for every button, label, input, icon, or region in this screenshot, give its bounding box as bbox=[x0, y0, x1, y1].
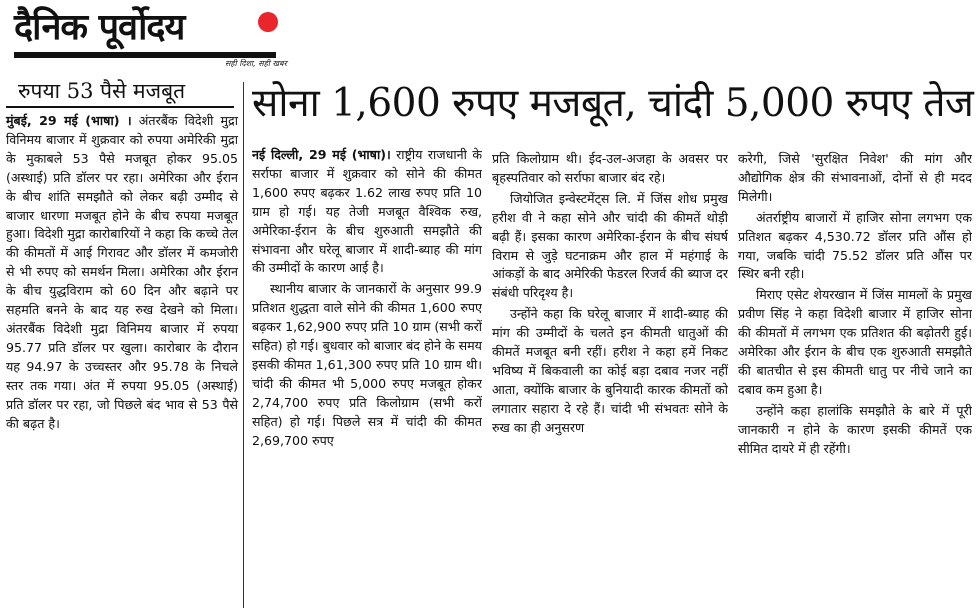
main-story-dateline: नई दिल्ली, 29 मई (भाषा)। bbox=[252, 147, 391, 162]
main-story-paragraph: प्रति किलोग्राम थी। ईद-उल-अजहा के अवसर पर बृहस्पतिवार को सर्राफा बाजार बंद रहे। bbox=[492, 151, 728, 185]
left-story-body bbox=[0, 112, 242, 433]
main-story-column-1 bbox=[252, 146, 482, 608]
main-story-paragraph: करेगी, जिसे 'सुरक्षित निवेश' की मांग और औद्योगिक क्षेत्र की संभावनाओं, दोनों से ही मदद मिलेगी। bbox=[738, 151, 972, 204]
headline-divider bbox=[6, 106, 234, 108]
left-story-text: अंतरबैंक विदेशी मुद्रा विनिमय बाजार में शुक्रवार को रुपया अमेरिकी मुद्रा के मुकाबले 53 पैसे मजबूत होकर 95.05 (अस्थाई) प्रति डॉलर पर रहा। अमेरिका और ईरान के बीच शांति समझौते को लेकर बढ़ी उम्मीद से बाजार धारणा मजबूत होने के बीच रुपया मजबूत हुआ। विदेशी मुद्रा कारोबारियों ने कहा कि कच्चे तेल की कीमतों में आई गिरावट और डॉलर में कमजोरी से भी रुपए को समर्थन मिला। अमेरिका और ईरान के बीच युद्धविराम को 60 दिन और बढ़ाने पर सहमति बनने के बाद यह रुख देखने को मिला। अंतरबैंक विदेशी मुद्रा विनिमय बाजार में रुपया 95.77 प्रति डॉलर पर खुला। कारोबार के दौरान यह 94.97 के उच्चस्तर और 95.78 के निचले स्तर तक गया। अंत में रुपया 95.05 (अस्थाई) प्रति डॉलर पर रहा, जो पिछले बंद भाव से 53 पैसे की बढ़त है। bbox=[6, 113, 238, 431]
masthead bbox=[0, 0, 300, 72]
main-story-paragraph: स्थानीय बाजार के जानकारों के अनुसार 99.9 प्रतिशत शुद्धता वाले सोने की कीमत 1,600 रुपए बढ़कर 1,62,900 रुपए प्रति 10 ग्राम (सभी करों सहित) हो गई। बुधवार को बाजार बंद होने के समय इसकी कीमत 1,61,300 रुपए प्रति 10 ग्राम थी। चांदी की कीमत भी 5,000 रुपए मजबूत होकर 2,74,700 रुपए प्रति किलोग्राम (सभी करों सहित) हो गई। पिछले सत्र में चांदी की कीमत 2,69,700 रुपए bbox=[252, 281, 482, 448]
main-story-paragraph: उन्होंने कहा कि घरेलू बाजार में शादी-ब्याह की मांग की उम्मीदों के चलते इन कीमती धातुओं की कीमतें मजबूत बनी रहीं। हरीश ने कहा हमें निकट भविष्य में बिकवाली का कोई बड़ा दबाव नजर नहीं आता, क्योंकि बाजार के बुनियादी कारक कीमतों को लगातार सहारा दे रहे हैं। चांदी भी संभवतः सोने के रुख का ही अनुसरण bbox=[492, 306, 728, 435]
main-story-paragraph bbox=[252, 146, 482, 278]
main-story-paragraph: अंतर्राष्ट्रीय बाजारों में हाजिर सोना लगभग एक प्रतिशत बढ़कर 4,530.72 डॉलर प्रति औंस हो गया, जबकि चांदी 75.52 डॉलर प्रति औंस पर स्थिर बनी रही। bbox=[738, 209, 972, 282]
newspaper-logo: दैनिक पूर्वोदय bbox=[14, 7, 185, 48]
main-story-column-2 bbox=[492, 150, 728, 608]
main-story-paragraph: उन्होंने कहा हालांकि समझौते के बारे में पूरी जानकारी न होने के कारण इसकी कीमतें एक सीमित दायरे में ही रहेंगी। bbox=[738, 402, 972, 456]
left-story bbox=[0, 76, 242, 608]
main-story-paragraph: जियोजित इन्वेस्टमेंट्स लि. में जिंस शोध प्रमुख हरीश वी ने कहा सोने और चांदी की कीमतें थोड़ी बढ़ी हैं। इसका कारण अमेरिका-ईरान के बीच संघर्ष विराम से जुड़े घटनाक्रम और हाल में महंगाई के आंकड़ों के बाद अमेरिकी फेडरल रिजर्व की ब्याज दर संबंधी परिदृश्य है। bbox=[492, 190, 728, 301]
logo-badge-icon bbox=[258, 12, 278, 32]
left-story-dateline: मुंबई, 29 मई (भाषा) । bbox=[6, 113, 132, 128]
main-story-headline: सोना 1,600 रुपए मजबूत, चांदी 5,000 रुपए तेज bbox=[252, 81, 974, 126]
tagline: सही दिशा, सही खबर bbox=[225, 59, 287, 68]
main-story-column-3 bbox=[738, 150, 972, 608]
main-story-text: राष्ट्रीय राजधानी के सर्राफा बाजार में शुक्रवार को सोने की कीमत 1,600 रुपए बढ़कर 1.62 लाख रुपए प्रति 10 ग्राम हो गई। यह तेजी मजबूत वैश्विक रुख, अमेरिका-ईरान के बीच शुरुआती समझौते की संभावना और घरेलू बाजार में शादी-ब्याह की मांग की उम्मीदों के कारण आई है। bbox=[252, 147, 482, 276]
main-story-paragraph: मिराए एसेट शेयरखान में जिंस मामलों के प्रमुख प्रवीण सिंह ने कहा विदेशी बाजार में हाजिर सोना की कीमतों में लगभग एक प्रतिशत की बढ़ोतरी हुई। अमेरिका और ईरान के बीच एक शुरुआती समझौते की बातचीत से इस कीमती धातु पर नीचे जाने का दबाव कम हुआ है। bbox=[738, 287, 972, 397]
column-divider bbox=[243, 82, 244, 608]
left-story-headline: रुपया 53 पैसे मजबूत bbox=[18, 79, 186, 103]
